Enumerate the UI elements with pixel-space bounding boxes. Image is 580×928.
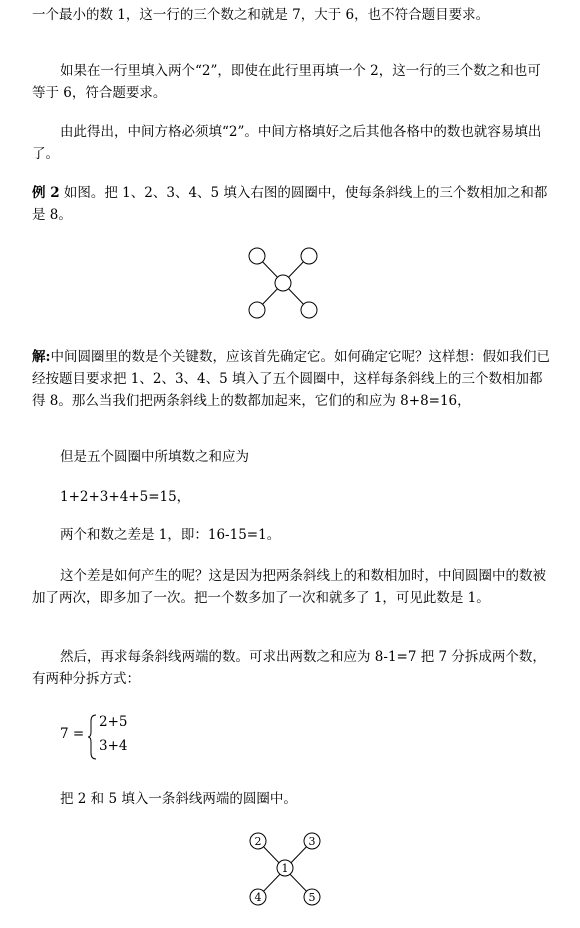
circle-bottom-left-value: 4 bbox=[254, 891, 262, 904]
circle-bottom-left bbox=[249, 302, 265, 318]
split-option-2: 3+4 bbox=[99, 738, 128, 754]
split-total: 7 = bbox=[60, 726, 85, 742]
paragraph-5: 但是五个圆圈中所填数之和应为 bbox=[60, 449, 249, 465]
circle-bottom-right-value: 5 bbox=[308, 891, 316, 904]
circle-top-left-value: 2 bbox=[254, 835, 262, 848]
split-expression bbox=[60, 712, 180, 762]
circle-top-left bbox=[249, 248, 265, 264]
paragraph-3: 由此得出，中间方格必须填“2”。中间方格填好之后其他各格中的数也就容易填出了。 bbox=[32, 124, 542, 162]
paragraph-2: 如果在一行里填入两个“2”，即使在此行里再填一个 2，这一行的三个数之和也可等于 6，符合题要求。 bbox=[32, 63, 541, 101]
solution bbox=[32, 346, 552, 412]
filled-x-diagram bbox=[240, 825, 330, 915]
paragraph-9: 然后，再求每条斜线两端的数。可求出两数之和应为 8-1=7 把 7 分拆成两个数，有两种分拆方式： bbox=[32, 649, 546, 687]
example-2-label: 例 2 bbox=[32, 185, 60, 201]
paragraph-6: 1+2+3+4+5=15， bbox=[60, 489, 191, 505]
empty-x-diagram bbox=[240, 240, 326, 326]
paragraph-7: 两个和数之差是 1，即：16-15=1。 bbox=[60, 527, 281, 543]
circle-bottom-right bbox=[301, 302, 317, 318]
circle-top-right-value: 3 bbox=[308, 835, 316, 848]
split-option-1: 2+5 bbox=[99, 714, 128, 730]
paragraph-10: 把 2 和 5 填入一条斜线两端的圆圈中。 bbox=[60, 791, 297, 807]
example-2-text: 如图。把 1、2、3、4、5 填入右图的圆圈中，使每条斜线上的三个数相加之和都是 8。 bbox=[32, 185, 548, 223]
circle-center-value: 1 bbox=[281, 862, 289, 875]
circle-top-right bbox=[301, 248, 317, 264]
paragraph-8: 这个差是如何产生的呢？这是因为把两条斜线上的和数相加时，中间圆圈中的数被加了两次，即多加了一次。把一个数多加了一次和就多了 1，可见此数是 1。 bbox=[32, 568, 546, 606]
brace-icon bbox=[87, 714, 97, 760]
solution-label: 解: bbox=[32, 349, 51, 365]
solution-text: 中间圆圈里的数是个关键数，应该首先确定它。如何确定它呢？这样想：假如我们已经按题目要求把 1、2、3、4、5 填入了五个圆圈中，这样每条斜线上的三个数相加都得 8。那么当我们把两条斜线上的数都加起来，它们的和应为 8+8=16， bbox=[32, 349, 550, 409]
paragraph-1: 一个最小的数 1，这一行的三个数之和就是 7，大于 6，也不符合题目要求。 bbox=[32, 7, 490, 23]
circle-center bbox=[275, 275, 291, 291]
example-2 bbox=[32, 182, 552, 226]
